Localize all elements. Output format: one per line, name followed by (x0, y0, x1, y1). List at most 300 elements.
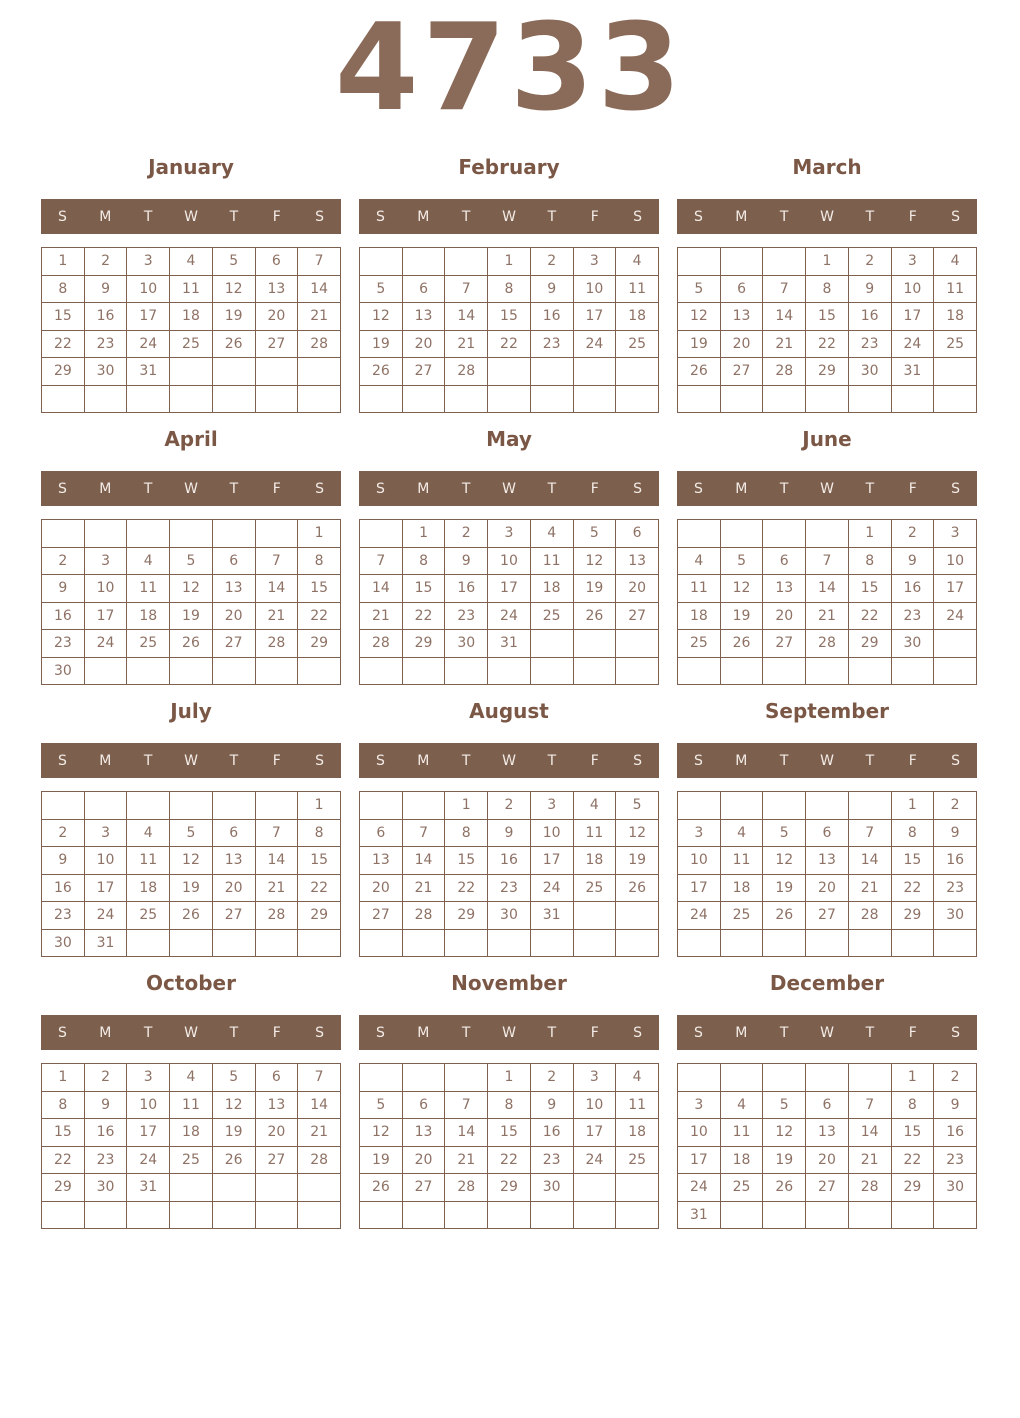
empty-day-cell (488, 929, 531, 957)
day-cell: 8 (42, 275, 85, 303)
month-days-table (359, 247, 659, 413)
weekday-label: F (908, 480, 917, 497)
day-cell: 14 (763, 303, 806, 331)
day-cell: 10 (934, 547, 977, 575)
empty-day-cell (530, 385, 573, 413)
day-cell: 1 (298, 520, 341, 548)
weekday-label: T (143, 480, 153, 497)
day-cell: 18 (127, 602, 170, 630)
day-cell: 16 (530, 1119, 573, 1147)
empty-day-cell (212, 929, 255, 957)
week-row (360, 1064, 659, 1092)
empty-day-cell (127, 385, 170, 413)
day-cell: 23 (84, 330, 127, 358)
weekday-label: T (143, 208, 153, 225)
week-row (678, 902, 977, 930)
month-title: January (148, 155, 234, 179)
empty-day-cell (298, 657, 341, 685)
weekday-header-bar (677, 1015, 977, 1050)
empty-day-cell (298, 1174, 341, 1202)
day-cell: 9 (530, 275, 573, 303)
empty-day-cell (360, 1201, 403, 1229)
weekday-label: M (99, 1024, 112, 1041)
day-cell: 8 (298, 547, 341, 575)
week-row (42, 275, 341, 303)
day-cell: 8 (848, 547, 891, 575)
week-row (360, 902, 659, 930)
empty-day-cell (360, 929, 403, 957)
weekday-label: F (272, 208, 281, 225)
day-cell: 23 (530, 1146, 573, 1174)
day-cell: 29 (298, 902, 341, 930)
day-cell: 20 (720, 330, 763, 358)
day-cell: 28 (806, 630, 849, 658)
month-days-table (677, 1063, 977, 1229)
weekday-label: T (229, 208, 239, 225)
week-row (678, 547, 977, 575)
day-cell: 5 (360, 275, 403, 303)
day-cell: 11 (170, 275, 213, 303)
empty-day-cell (616, 902, 659, 930)
weekday-label: S (693, 480, 703, 497)
empty-day-cell (402, 657, 445, 685)
day-cell: 21 (298, 1119, 341, 1147)
empty-day-cell (402, 1201, 445, 1229)
day-cell: 28 (445, 358, 488, 386)
day-cell: 10 (573, 275, 616, 303)
day-cell: 27 (212, 902, 255, 930)
day-cell: 15 (488, 303, 531, 331)
weekday-header-bar (677, 199, 977, 234)
week-row (42, 1174, 341, 1202)
week-row (360, 1174, 659, 1202)
empty-day-cell (402, 385, 445, 413)
day-cell: 28 (255, 630, 298, 658)
day-cell: 3 (127, 1064, 170, 1092)
day-cell: 11 (530, 547, 573, 575)
empty-day-cell (360, 520, 403, 548)
day-cell: 1 (402, 520, 445, 548)
month-title: February (458, 155, 560, 179)
day-cell: 21 (806, 602, 849, 630)
day-cell: 17 (934, 575, 977, 603)
day-cell: 9 (488, 819, 531, 847)
day-cell: 25 (127, 902, 170, 930)
day-cell: 13 (212, 847, 255, 875)
empty-day-cell (298, 385, 341, 413)
day-cell: 8 (488, 275, 531, 303)
day-cell: 30 (934, 902, 977, 930)
empty-day-cell (806, 1064, 849, 1092)
day-cell: 9 (84, 275, 127, 303)
day-cell: 2 (84, 1064, 127, 1092)
day-cell: 1 (806, 248, 849, 276)
empty-day-cell (891, 1201, 934, 1229)
day-cell: 12 (170, 575, 213, 603)
empty-day-cell (212, 1174, 255, 1202)
day-cell: 8 (806, 275, 849, 303)
weekday-label: S (315, 752, 325, 769)
day-cell: 6 (806, 1091, 849, 1119)
day-cell: 20 (212, 874, 255, 902)
week-row (678, 275, 977, 303)
day-cell: 19 (212, 1119, 255, 1147)
weekday-label: S (693, 208, 703, 225)
empty-day-cell (42, 1201, 85, 1229)
day-cell: 29 (402, 630, 445, 658)
day-cell: 1 (488, 248, 531, 276)
day-cell: 27 (806, 1174, 849, 1202)
empty-day-cell (934, 385, 977, 413)
day-cell: 2 (848, 248, 891, 276)
day-cell: 31 (891, 358, 934, 386)
day-cell: 28 (255, 902, 298, 930)
month-title: June (802, 427, 852, 451)
day-cell: 5 (763, 1091, 806, 1119)
day-cell: 12 (616, 819, 659, 847)
empty-day-cell (806, 1201, 849, 1229)
month-title: July (170, 699, 212, 723)
empty-day-cell (402, 929, 445, 957)
empty-day-cell (445, 248, 488, 276)
day-cell: 21 (402, 874, 445, 902)
weekday-label: T (865, 1024, 875, 1041)
month-days-table (41, 1063, 341, 1229)
week-row (678, 575, 977, 603)
weekday-header-bar (359, 471, 659, 506)
day-cell: 3 (573, 248, 616, 276)
day-cell: 10 (678, 847, 721, 875)
weekday-label: S (951, 752, 961, 769)
day-cell: 26 (170, 630, 213, 658)
day-cell: 18 (678, 602, 721, 630)
day-cell: 8 (891, 1091, 934, 1119)
day-cell: 29 (298, 630, 341, 658)
day-cell: 15 (488, 1119, 531, 1147)
day-cell: 20 (255, 1119, 298, 1147)
empty-day-cell (763, 520, 806, 548)
day-cell: 20 (402, 1146, 445, 1174)
week-row (678, 819, 977, 847)
weekday-label: S (633, 480, 643, 497)
day-cell: 26 (212, 1146, 255, 1174)
weekday-label: M (735, 208, 748, 225)
day-cell: 13 (255, 275, 298, 303)
day-cell: 18 (720, 1146, 763, 1174)
day-cell: 30 (530, 1174, 573, 1202)
day-cell: 22 (488, 330, 531, 358)
day-cell: 3 (678, 819, 721, 847)
empty-day-cell (530, 929, 573, 957)
day-cell: 5 (678, 275, 721, 303)
day-cell: 24 (84, 630, 127, 658)
day-cell: 26 (573, 602, 616, 630)
empty-day-cell (255, 520, 298, 548)
day-cell: 18 (934, 303, 977, 331)
day-cell: 6 (402, 275, 445, 303)
empty-day-cell (212, 1201, 255, 1229)
day-cell: 5 (212, 248, 255, 276)
week-row (42, 248, 341, 276)
weekday-label: S (633, 752, 643, 769)
day-cell: 28 (402, 902, 445, 930)
empty-day-cell (934, 358, 977, 386)
day-cell: 2 (530, 248, 573, 276)
day-cell: 7 (763, 275, 806, 303)
empty-day-cell (763, 657, 806, 685)
empty-day-cell (360, 1064, 403, 1092)
day-cell: 29 (488, 1174, 531, 1202)
empty-day-cell (127, 792, 170, 820)
day-cell: 11 (127, 575, 170, 603)
weekday-label: M (735, 480, 748, 497)
day-cell: 27 (806, 902, 849, 930)
empty-day-cell (402, 248, 445, 276)
weekday-label: T (779, 480, 789, 497)
day-cell: 8 (891, 819, 934, 847)
empty-day-cell (445, 1064, 488, 1092)
weekday-label: T (229, 480, 239, 497)
week-row (678, 520, 977, 548)
weekday-label: M (99, 208, 112, 225)
day-cell: 2 (934, 792, 977, 820)
day-cell: 3 (934, 520, 977, 548)
day-cell: 19 (170, 602, 213, 630)
day-cell: 16 (445, 575, 488, 603)
weekday-label: S (315, 208, 325, 225)
week-row (42, 547, 341, 575)
empty-day-cell (891, 657, 934, 685)
day-cell: 14 (445, 1119, 488, 1147)
empty-day-cell (720, 385, 763, 413)
empty-day-cell (616, 929, 659, 957)
weekday-label: W (820, 208, 834, 225)
empty-day-cell (720, 929, 763, 957)
empty-day-cell (573, 929, 616, 957)
weekday-label: F (908, 208, 917, 225)
day-cell: 23 (934, 1146, 977, 1174)
empty-day-cell (255, 929, 298, 957)
month-title: September (765, 699, 889, 723)
week-row (360, 602, 659, 630)
week-row (42, 847, 341, 875)
day-cell: 14 (445, 303, 488, 331)
weekday-header-bar (41, 1015, 341, 1050)
weekday-label: W (820, 480, 834, 497)
day-cell: 6 (212, 547, 255, 575)
day-cell: 3 (678, 1091, 721, 1119)
day-cell: 10 (891, 275, 934, 303)
day-cell: 3 (127, 248, 170, 276)
empty-day-cell (42, 520, 85, 548)
weekday-label: W (184, 208, 198, 225)
day-cell: 3 (891, 248, 934, 276)
month-days-table (359, 1063, 659, 1229)
empty-day-cell (763, 792, 806, 820)
empty-day-cell (402, 792, 445, 820)
day-cell: 29 (891, 902, 934, 930)
week-row (360, 275, 659, 303)
day-cell: 23 (891, 602, 934, 630)
weekday-label: T (865, 208, 875, 225)
day-cell: 15 (848, 575, 891, 603)
weekday-label: S (633, 1024, 643, 1041)
weekday-header-bar (677, 471, 977, 506)
weekday-header-bar (359, 743, 659, 778)
day-cell: 21 (255, 602, 298, 630)
day-cell: 22 (848, 602, 891, 630)
day-cell: 29 (42, 358, 85, 386)
day-cell: 18 (127, 874, 170, 902)
empty-day-cell (170, 520, 213, 548)
day-cell: 7 (360, 547, 403, 575)
empty-day-cell (212, 657, 255, 685)
week-row (360, 330, 659, 358)
day-cell: 1 (445, 792, 488, 820)
day-cell: 25 (720, 902, 763, 930)
day-cell: 5 (720, 547, 763, 575)
month-title: March (792, 155, 862, 179)
day-cell: 21 (848, 1146, 891, 1174)
week-row (678, 1064, 977, 1092)
week-row (678, 929, 977, 957)
empty-day-cell (891, 929, 934, 957)
day-cell: 28 (445, 1174, 488, 1202)
empty-day-cell (445, 1201, 488, 1229)
day-cell: 26 (763, 1174, 806, 1202)
day-cell: 11 (720, 847, 763, 875)
empty-day-cell (255, 657, 298, 685)
day-cell: 24 (891, 330, 934, 358)
weekday-label: T (143, 752, 153, 769)
day-cell: 24 (573, 330, 616, 358)
empty-day-cell (934, 657, 977, 685)
empty-day-cell (360, 657, 403, 685)
day-cell: 20 (255, 303, 298, 331)
empty-day-cell (360, 792, 403, 820)
weekday-label: M (99, 480, 112, 497)
empty-day-cell (360, 385, 403, 413)
weekday-label: T (547, 752, 557, 769)
day-cell: 7 (298, 248, 341, 276)
week-row (678, 358, 977, 386)
empty-day-cell (84, 385, 127, 413)
day-cell: 14 (298, 1091, 341, 1119)
weekday-label: T (779, 1024, 789, 1041)
day-cell: 7 (445, 275, 488, 303)
day-cell: 19 (720, 602, 763, 630)
empty-day-cell (530, 358, 573, 386)
week-row (678, 1146, 977, 1174)
day-cell: 23 (42, 902, 85, 930)
day-cell: 27 (402, 1174, 445, 1202)
day-cell: 8 (298, 819, 341, 847)
empty-day-cell (84, 520, 127, 548)
day-cell: 21 (298, 303, 341, 331)
week-row (678, 847, 977, 875)
weekday-label: T (461, 480, 471, 497)
weekday-label: S (57, 480, 67, 497)
day-cell: 18 (616, 303, 659, 331)
day-cell: 14 (360, 575, 403, 603)
day-cell: 17 (84, 874, 127, 902)
day-cell: 18 (616, 1119, 659, 1147)
week-row (678, 792, 977, 820)
weekday-label: T (779, 208, 789, 225)
weekday-label: F (590, 752, 599, 769)
weekday-label: M (417, 208, 430, 225)
year-heading: 4733 (335, 0, 685, 138)
day-cell: 24 (934, 602, 977, 630)
day-cell: 15 (402, 575, 445, 603)
empty-day-cell (170, 358, 213, 386)
week-row (360, 575, 659, 603)
weekday-label: W (184, 480, 198, 497)
day-cell: 25 (616, 1146, 659, 1174)
week-row (360, 657, 659, 685)
empty-day-cell (934, 929, 977, 957)
day-cell: 25 (170, 330, 213, 358)
empty-day-cell (212, 358, 255, 386)
day-cell: 22 (402, 602, 445, 630)
weekday-label: F (908, 752, 917, 769)
day-cell: 10 (84, 575, 127, 603)
day-cell: 26 (763, 902, 806, 930)
day-cell: 12 (212, 1091, 255, 1119)
week-row (678, 1201, 977, 1229)
empty-day-cell (678, 385, 721, 413)
day-cell: 11 (616, 1091, 659, 1119)
empty-day-cell (212, 520, 255, 548)
day-cell: 2 (530, 1064, 573, 1092)
day-cell: 20 (806, 1146, 849, 1174)
day-cell: 10 (530, 819, 573, 847)
day-cell: 4 (720, 819, 763, 847)
empty-day-cell (678, 792, 721, 820)
day-cell: 7 (806, 547, 849, 575)
day-cell: 24 (127, 1146, 170, 1174)
day-cell: 4 (934, 248, 977, 276)
empty-day-cell (255, 358, 298, 386)
weekday-label: S (375, 1024, 385, 1041)
day-cell: 3 (488, 520, 531, 548)
day-cell: 31 (84, 929, 127, 957)
week-row (678, 657, 977, 685)
empty-day-cell (616, 1174, 659, 1202)
day-cell: 19 (616, 847, 659, 875)
day-cell: 15 (42, 1119, 85, 1147)
month-block (41, 698, 341, 957)
month-title: December (769, 971, 885, 995)
empty-day-cell (763, 1064, 806, 1092)
day-cell: 1 (42, 1064, 85, 1092)
day-cell: 27 (763, 630, 806, 658)
day-cell: 4 (573, 792, 616, 820)
months-grid (0, 154, 1020, 1229)
empty-day-cell (616, 657, 659, 685)
day-cell: 1 (891, 1064, 934, 1092)
weekday-label: T (865, 752, 875, 769)
day-cell: 30 (445, 630, 488, 658)
day-cell: 17 (678, 874, 721, 902)
weekday-label: S (951, 208, 961, 225)
day-cell: 2 (445, 520, 488, 548)
day-cell: 12 (763, 1119, 806, 1147)
empty-day-cell (298, 929, 341, 957)
day-cell: 21 (445, 330, 488, 358)
weekday-label: W (502, 1024, 516, 1041)
empty-day-cell (806, 792, 849, 820)
